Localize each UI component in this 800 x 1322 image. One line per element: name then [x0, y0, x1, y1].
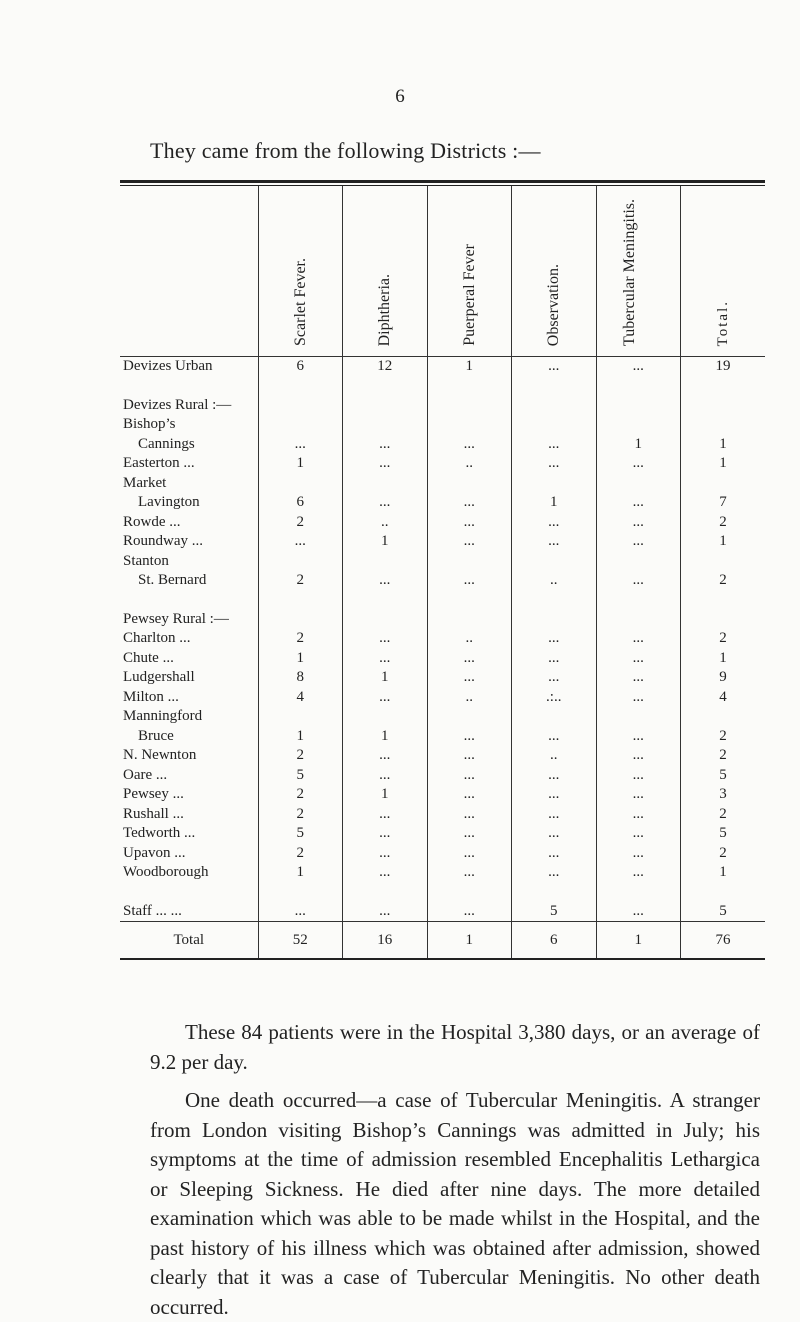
- count-cell: ...: [512, 629, 597, 649]
- count-cell: ...: [343, 902, 428, 922]
- header-total: [681, 186, 766, 357]
- header-scarlet-fever: [258, 186, 343, 357]
- count-cell: 12: [343, 357, 428, 377]
- table-row: [120, 357, 765, 377]
- district-name: Market: [123, 474, 167, 491]
- count-cell: ...: [596, 688, 681, 708]
- count-cell: ...: [512, 532, 597, 552]
- count-cell: 2: [258, 805, 343, 825]
- count-cell: ..: [512, 571, 597, 591]
- count-cell: ...: [427, 863, 512, 883]
- count-cell: [596, 707, 681, 727]
- count-cell: 5: [512, 902, 597, 922]
- table-row: [120, 513, 765, 533]
- count-cell: ...: [343, 805, 428, 825]
- count-cell: 9: [681, 668, 766, 688]
- count-cell: 19: [681, 357, 766, 377]
- count-cell: ...: [427, 805, 512, 825]
- count-cell: ...: [512, 454, 597, 474]
- district-name: Woodborough: [123, 864, 209, 880]
- district-name: Stanton: [123, 552, 169, 569]
- table-row: [120, 629, 765, 649]
- count-cell: ...: [512, 357, 597, 377]
- count-cell: [343, 415, 428, 435]
- district-name: Rowde ...: [123, 513, 181, 530]
- district-name: Oare ...: [123, 766, 168, 783]
- count-cell: 8: [258, 668, 343, 688]
- count-cell: 2: [681, 571, 766, 591]
- count-cell: ...: [258, 902, 343, 922]
- table-row: [120, 415, 765, 435]
- count-cell: [512, 707, 597, 727]
- count-cell: ...: [343, 571, 428, 591]
- count-cell: ..: [512, 746, 597, 766]
- table-row: [120, 863, 765, 883]
- count-cell: [258, 377, 343, 396]
- count-cell: [596, 552, 681, 572]
- table-row: [120, 474, 765, 494]
- count-cell: [343, 474, 428, 494]
- count-cell: [258, 552, 343, 572]
- count-cell: ...: [343, 454, 428, 474]
- count-cell: 1: [427, 357, 512, 377]
- district-name: Lavington: [138, 494, 200, 510]
- district-name: Devizes Rural :—: [123, 396, 232, 413]
- count-cell: [258, 591, 343, 610]
- count-cell: [343, 883, 428, 902]
- count-cell: 3: [681, 785, 766, 805]
- header-label: Observation.: [545, 263, 563, 346]
- count-cell: [427, 883, 512, 902]
- count-cell: 2: [681, 805, 766, 825]
- count-cell: [596, 415, 681, 435]
- count-cell: 2: [258, 844, 343, 864]
- count-cell: [427, 377, 512, 396]
- count-cell: ...: [512, 863, 597, 883]
- count-cell: [512, 610, 597, 630]
- count-cell: [512, 415, 597, 435]
- count-cell: [427, 415, 512, 435]
- district-name: Ludgershall: [123, 669, 195, 685]
- count-cell: [512, 474, 597, 494]
- count-cell: ...: [596, 357, 681, 377]
- count-cell: 4: [258, 688, 343, 708]
- district-name: St. Bernard: [138, 572, 207, 588]
- district-name: Staff ... ...: [123, 902, 182, 919]
- count-cell: ...: [512, 727, 597, 747]
- count-cell: [343, 591, 428, 610]
- count-cell: 1: [427, 922, 512, 960]
- table-row: [120, 610, 765, 630]
- table-row: [120, 883, 765, 902]
- count-cell: ...: [427, 824, 512, 844]
- count-cell: ...: [512, 805, 597, 825]
- count-cell: ...: [343, 435, 428, 455]
- count-cell: [596, 883, 681, 902]
- paragraph-death: One death occurred—a case of Tubercular Meningitis. A stranger from London visiting Bishop’s Cannings was admitted in July; his symptoms at the time of admission resembled Encephalitis Lethargica or Sleeping Sickness. He died after nine days. The more detailed examination which was able to be made whilst in the Hospital, and the past history of his illness which was obtained after admission, showed clearly that it was a case of Tubercular Meningitis. No other death occurred.: [150, 1088, 760, 1319]
- count-cell: 2: [258, 571, 343, 591]
- table-row: [120, 902, 765, 922]
- count-cell: 5: [681, 766, 766, 786]
- count-cell: ...: [343, 688, 428, 708]
- count-cell: 1: [596, 922, 681, 960]
- table-row: [120, 688, 765, 708]
- count-cell: 2: [258, 785, 343, 805]
- page-number: 6: [395, 86, 405, 107]
- count-cell: [681, 707, 766, 727]
- district-name: Upavon ...: [123, 844, 186, 861]
- table-row: [120, 824, 765, 844]
- table-row: [120, 396, 765, 416]
- count-cell: [427, 396, 512, 416]
- table-top-rule: [120, 180, 765, 183]
- table-row: [120, 766, 765, 786]
- count-cell: [596, 377, 681, 396]
- count-cell: 6: [512, 922, 597, 960]
- table-row: [120, 377, 765, 396]
- count-cell: [681, 610, 766, 630]
- count-cell: [427, 474, 512, 494]
- count-cell: 1: [343, 668, 428, 688]
- count-cell: ...: [512, 766, 597, 786]
- count-cell: [681, 883, 766, 902]
- count-cell: [512, 552, 597, 572]
- count-cell: ...: [512, 649, 597, 669]
- count-cell: ...: [596, 785, 681, 805]
- total-row: [120, 922, 765, 960]
- count-cell: [427, 591, 512, 610]
- table-body: [120, 357, 765, 960]
- table-row: [120, 707, 765, 727]
- count-cell: 5: [681, 902, 766, 922]
- count-cell: ...: [427, 649, 512, 669]
- districts-table: [120, 186, 765, 960]
- count-cell: [427, 610, 512, 630]
- district-name: Chute ...: [123, 649, 174, 666]
- table-row: [120, 785, 765, 805]
- count-cell: ...: [343, 766, 428, 786]
- count-cell: ...: [596, 824, 681, 844]
- count-cell: [343, 396, 428, 416]
- count-cell: 1: [258, 863, 343, 883]
- count-cell: ...: [596, 746, 681, 766]
- count-cell: [258, 415, 343, 435]
- count-cell: [681, 415, 766, 435]
- count-cell: ...: [512, 435, 597, 455]
- count-cell: ...: [343, 844, 428, 864]
- header-label: Total.: [714, 299, 731, 346]
- count-cell: 16: [343, 922, 428, 960]
- count-cell: ...: [258, 435, 343, 455]
- count-cell: ...: [427, 513, 512, 533]
- district-name: Charlton ...: [123, 630, 191, 646]
- count-cell: 2: [681, 727, 766, 747]
- header-tubercular-meningitis: [596, 186, 681, 357]
- district-name: Easterton ...: [123, 455, 195, 471]
- count-cell: 7: [681, 493, 766, 513]
- count-cell: ...: [427, 766, 512, 786]
- table-row: [120, 454, 765, 474]
- count-cell: ...: [427, 532, 512, 552]
- count-cell: ...: [343, 629, 428, 649]
- count-cell: 52: [258, 922, 343, 960]
- count-cell: ...: [596, 766, 681, 786]
- paragraph-summary: These 84 patients were in the Hospital 3,380 days, or an average of 9.2 per day.: [150, 1020, 760, 1074]
- count-cell: 1: [343, 727, 428, 747]
- count-cell: 2: [681, 844, 766, 864]
- count-cell: [681, 377, 766, 396]
- table-row: [120, 493, 765, 513]
- count-cell: ...: [596, 513, 681, 533]
- count-cell: ..: [343, 513, 428, 533]
- count-cell: [681, 591, 766, 610]
- header-diphtheria: [343, 186, 428, 357]
- count-cell: [427, 707, 512, 727]
- count-cell: ...: [596, 844, 681, 864]
- count-cell: ...: [427, 844, 512, 864]
- table-row: [120, 727, 765, 747]
- header-observation: [512, 186, 597, 357]
- count-cell: ...: [343, 746, 428, 766]
- header-label: Tubercular Meningitis.: [621, 199, 639, 346]
- count-cell: ...: [512, 513, 597, 533]
- header-row: [120, 186, 765, 357]
- table-row: [120, 591, 765, 610]
- table-row: [120, 844, 765, 864]
- district-name: Milton ...: [123, 688, 179, 705]
- count-cell: ..: [427, 454, 512, 474]
- count-cell: [681, 474, 766, 494]
- count-cell: [258, 707, 343, 727]
- count-cell: [343, 377, 428, 396]
- count-cell: 1: [596, 435, 681, 455]
- count-cell: ...: [596, 863, 681, 883]
- count-cell: [512, 396, 597, 416]
- district-name: [120, 377, 258, 396]
- count-cell: ...: [596, 649, 681, 669]
- count-cell: [596, 474, 681, 494]
- intro-line: They came from the following Districts :—: [150, 138, 541, 163]
- header-label: Diphtheria.: [376, 273, 394, 346]
- header-label: Puerperal Fever: [460, 244, 478, 346]
- count-cell: [512, 377, 597, 396]
- count-cell: 1: [681, 649, 766, 669]
- count-cell: 1: [258, 649, 343, 669]
- count-cell: ...: [343, 649, 428, 669]
- count-cell: [258, 474, 343, 494]
- count-cell: [681, 396, 766, 416]
- count-cell: 4: [681, 688, 766, 708]
- count-cell: ...: [596, 668, 681, 688]
- count-cell: [427, 552, 512, 572]
- header-label: Scarlet Fever.: [291, 258, 309, 346]
- header-district-blank: [120, 186, 258, 357]
- count-cell: ...: [258, 532, 343, 552]
- table-row: [120, 571, 765, 591]
- district-name: [120, 591, 258, 610]
- count-cell: ...: [596, 805, 681, 825]
- count-cell: [343, 707, 428, 727]
- header-puerperal-fever: [427, 186, 512, 357]
- count-cell: [258, 883, 343, 902]
- count-cell: 1: [258, 454, 343, 474]
- count-cell: 1: [258, 727, 343, 747]
- count-cell: [258, 396, 343, 416]
- count-cell: ...: [512, 844, 597, 864]
- count-cell: ...: [343, 824, 428, 844]
- district-name: Pewsey Rural :—: [123, 610, 229, 627]
- count-cell: 1: [343, 785, 428, 805]
- district-name: Total: [120, 922, 258, 960]
- count-cell: 5: [258, 766, 343, 786]
- count-cell: ...: [427, 902, 512, 922]
- count-cell: 6: [258, 357, 343, 377]
- count-cell: 1: [343, 532, 428, 552]
- count-cell: ...: [427, 785, 512, 805]
- count-cell: ...: [512, 668, 597, 688]
- district-name: [120, 883, 258, 902]
- count-cell: ...: [427, 493, 512, 513]
- count-cell: ..: [427, 688, 512, 708]
- count-cell: 2: [258, 513, 343, 533]
- count-cell: ..: [427, 629, 512, 649]
- district-name: Roundway ...: [123, 533, 203, 549]
- district-name: Rushall ...: [123, 805, 184, 822]
- district-name: Pewsey ...: [123, 786, 184, 802]
- districts-table-container: [120, 180, 765, 960]
- table-row: [120, 746, 765, 766]
- count-cell: ...: [427, 727, 512, 747]
- count-cell: ...: [427, 668, 512, 688]
- count-cell: [681, 552, 766, 572]
- table-row: [120, 649, 765, 669]
- district-name: Bishop’s: [123, 416, 176, 432]
- count-cell: [512, 591, 597, 610]
- count-cell: [596, 396, 681, 416]
- count-cell: [343, 552, 428, 572]
- count-cell: 5: [258, 824, 343, 844]
- count-cell: 2: [258, 629, 343, 649]
- count-cell: [258, 610, 343, 630]
- table-row: [120, 552, 765, 572]
- count-cell: ...: [427, 746, 512, 766]
- table-row: [120, 668, 765, 688]
- count-cell: ...: [596, 454, 681, 474]
- table-row: [120, 435, 765, 455]
- district-name: Tedworth ...: [123, 825, 196, 841]
- count-cell: 1: [681, 863, 766, 883]
- count-cell: .:..: [512, 688, 597, 708]
- count-cell: 6: [258, 493, 343, 513]
- count-cell: ...: [343, 863, 428, 883]
- count-cell: ...: [512, 785, 597, 805]
- count-cell: 1: [681, 435, 766, 455]
- count-cell: [343, 610, 428, 630]
- count-cell: [596, 591, 681, 610]
- table-row: [120, 805, 765, 825]
- count-cell: 2: [681, 629, 766, 649]
- count-cell: [512, 883, 597, 902]
- table-row: [120, 532, 765, 552]
- district-name: Bruce: [138, 727, 174, 744]
- count-cell: ...: [596, 629, 681, 649]
- count-cell: 1: [681, 454, 766, 474]
- count-cell: 1: [681, 532, 766, 552]
- count-cell: ...: [427, 435, 512, 455]
- count-cell: ...: [596, 727, 681, 747]
- count-cell: ...: [512, 824, 597, 844]
- count-cell: 5: [681, 824, 766, 844]
- count-cell: 76: [681, 922, 766, 960]
- district-name: N. Newnton: [123, 747, 197, 763]
- count-cell: ...: [596, 902, 681, 922]
- count-cell: ...: [427, 571, 512, 591]
- count-cell: 2: [681, 513, 766, 533]
- count-cell: 2: [258, 746, 343, 766]
- count-cell: 1: [512, 493, 597, 513]
- count-cell: ...: [596, 493, 681, 513]
- count-cell: ...: [343, 493, 428, 513]
- count-cell: [596, 610, 681, 630]
- count-cell: 2: [681, 746, 766, 766]
- district-name: Manningford: [123, 708, 203, 724]
- count-cell: ...: [596, 532, 681, 552]
- district-name: Cannings: [138, 435, 195, 452]
- count-cell: ...: [596, 571, 681, 591]
- district-name: Devizes Urban: [123, 358, 213, 374]
